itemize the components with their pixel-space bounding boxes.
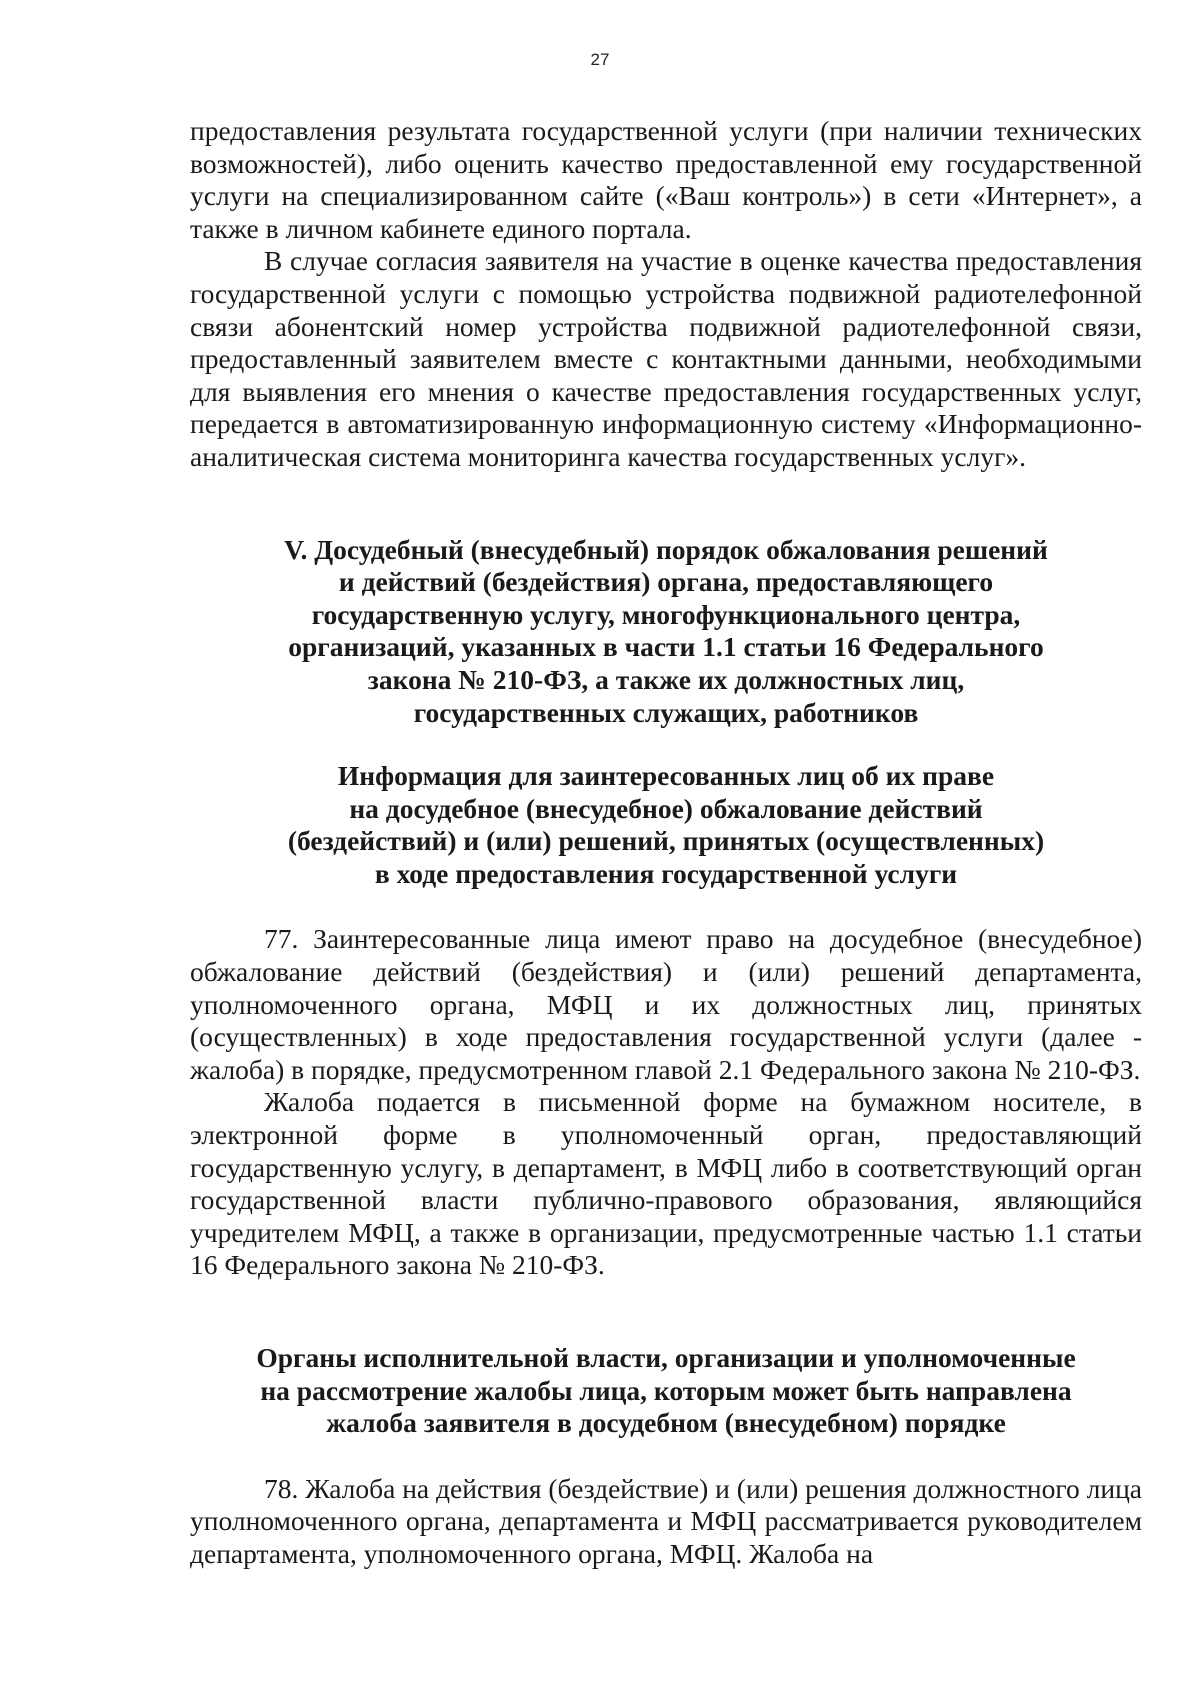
section-heading-line: государственную услугу, многофункционального центра,: [311, 598, 1021, 630]
subheading-bodies-line: Органы исполнительной власти, организации и уполномоченные: [256, 1342, 1076, 1373]
section-heading-line: организаций, указанных в части 1.1 статьи 16 Федерального: [288, 631, 1044, 663]
page-number: 27: [590, 50, 610, 69]
subheading-info-line: Информация для заинтересованных лиц об их праве: [337, 760, 995, 792]
subheading-info: [190, 760, 1142, 890]
subheading-info-line: (бездействий) и (или) решений, принятых (осуществленных): [287, 825, 1045, 857]
subheading-bodies: [190, 1342, 1142, 1440]
section-heading-line: закона № 210-ФЗ, а также их должностных лиц,: [367, 663, 965, 695]
section-heading-line: и действий (бездействия) органа, предоставляющего: [338, 566, 994, 598]
section-heading-line: V. Досудебный (внесудебный) порядок обжалования решений: [284, 533, 1048, 565]
consent-paragraph: В случае согласия заявителя на участие в оценке качества предоставления государственной услуги с помощью устройства подвижной радиотелефонной связи абонентский номер устройства подвижной радиотелефонной связи, предоставленный заявителем вместе с контактными данными, необходимыми для выявления его мнения о качестве предоставления государственных услуг, передается в автоматизированную информационную систему «Информационно-аналитическая система мониторинга качества государственных услуг».: [190, 245, 1142, 472]
paragraph-77-complaint: Жалоба подается в письменной форме на бумажном носителе, в электронной форме в уполномоченный орган, предоставляющий государственную услугу, в департамент, в МФЦ либо в соответствующий орган государственной власти публично-правового образования, являющийся учредителем МФЦ, а также в организации, предусмотренные частью 1.1 статьи 16 Федерального закона № 210-ФЗ.: [190, 1086, 1142, 1281]
page-content: [190, 115, 1142, 1571]
paragraph-77: 77. Заинтересованные лица имеют право на досудебное (внесудебное) обжалование действий (бездействия) и (или) решений департамента, уполномоченного органа, МФЦ и их должностных лиц, принятых (осуществленных) в ходе предоставления государственной услуги (далее - жалоба) в порядке, предусмотренном главой 2.1 Федерального закона № 210-ФЗ.: [190, 923, 1142, 1085]
subheading-info-line: в ходе предоставления государственной услуги: [374, 857, 958, 889]
paragraph-78: 78. Жалоба на действия (бездействие) и (или) решения должностного лица уполномоченного органа, департамента и МФЦ рассматривается руководителем департамента, уполномоченного органа, МФЦ. Жалоба на: [190, 1472, 1142, 1569]
intro-paragraph: предоставления результата государственной услуги (при наличии технических возможностей), либо оценить качество предоставленной ему государственной услуги на специализированном сайте («Ваш контроль») в сети «Интернет», а также в личном кабинете единого портала.: [190, 115, 1142, 244]
subheading-bodies-line: жалоба заявителя в досудебном (внесудебном) порядке: [326, 1407, 1006, 1439]
subheading-info-line: на досудебное (внесудебное) обжалование действий: [349, 792, 983, 824]
subheading-bodies-line: на рассмотрение жалобы лица, которым может быть направлена: [260, 1374, 1072, 1406]
section-heading: [190, 534, 1142, 730]
section-heading-line: государственных служащих, работников: [413, 696, 919, 728]
